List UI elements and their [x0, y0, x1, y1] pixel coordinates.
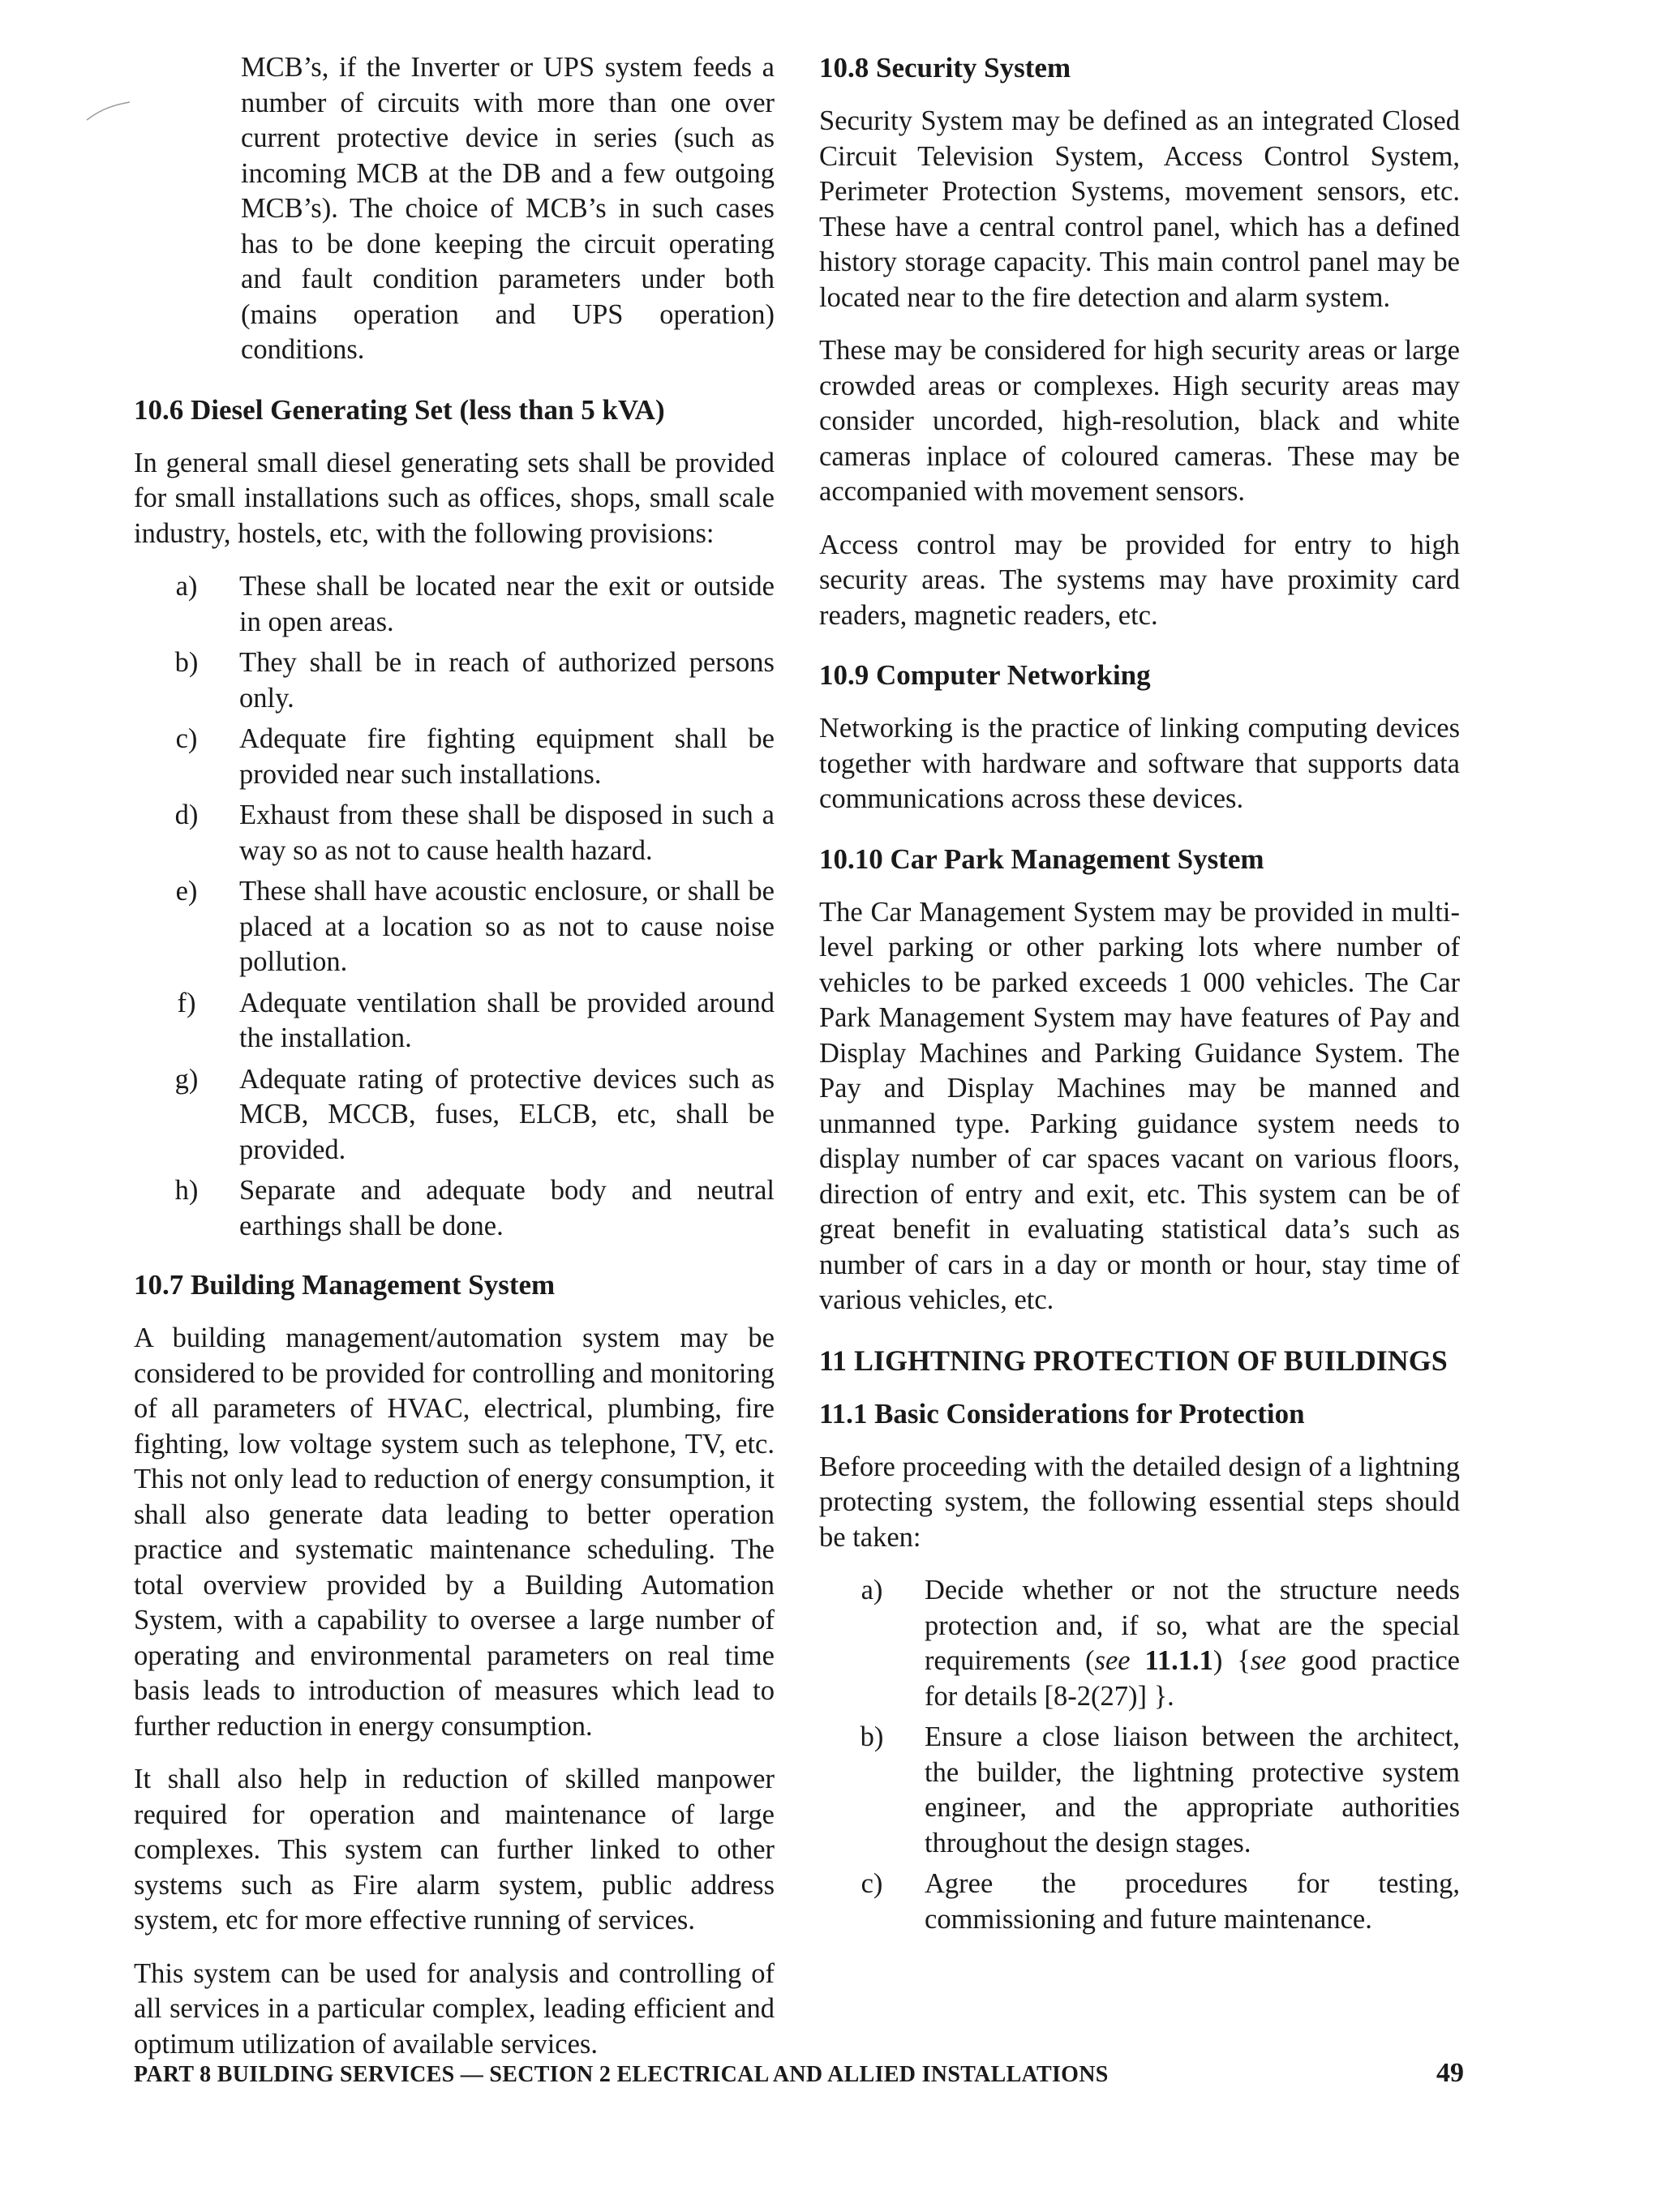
section-10-7-paragraph-3: This system can be used for analysis and controlling of all services in a particular complex, leading efficient and optimum utilization of available services. — [134, 1957, 775, 2060]
list-item-text: Ensure a close liaison between the architect, the builder, the lightning protective system engineer, and the appropriate authorities throughout the design stages. — [925, 1721, 1460, 1858]
continued-paragraph: MCB’s, if the Inverter or UPS system feeds a number of circuits with more than one over current protective device in series (such as incoming MCB at the DB and a few outgoing MCB’s). The choice of MCB’s in such cases has to be done keeping the circuit operating and fault condition parameters under both (mains operation and UPS operation) conditions. — [241, 52, 775, 365]
list-item-label: c) — [861, 1868, 883, 1899]
list-item — [134, 798, 775, 868]
list-item — [819, 1867, 1460, 1937]
left-column — [134, 50, 775, 2062]
section-10-6-heading: 10.6 Diesel Generating Set (less than 5 kVA) — [134, 393, 665, 426]
section-10-9-heading: 10.9 Computer Networking — [819, 659, 1151, 691]
section-10-6-intro: In general small diesel generating sets shall be provided for small installations such as offices, shops, small scale industry, hostels, etc, with the following provisions: — [134, 447, 775, 549]
list-item-text: These shall be located near the exit or outside in open areas. — [239, 571, 775, 637]
see-reference: see — [1094, 1645, 1131, 1676]
section-10-8-paragraph-2: These may be considered for high security areas or large crowded areas or complexes. High security areas may consider uncorded, high-resolution, black and white cameras inplace of coloured cameras. These may be accompanied with movement sensors. — [819, 335, 1460, 507]
section-11-1-intro: Before proceeding with the detailed design of a lightning protecting system, the following essential steps should be taken: — [819, 1451, 1460, 1553]
section-10-7-heading: 10.7 Building Management System — [134, 1269, 556, 1301]
page-footer — [134, 2058, 1464, 2089]
item-a-text-start: Decide whether or not the structure needs protection and, if so, what are the special requirements ( — [925, 1575, 1460, 1676]
list-item-text: Exhaust from these shall be disposed in such a way so as not to cause health hazard. — [239, 799, 775, 866]
list-item — [134, 986, 775, 1057]
page-number: 49 — [1436, 2058, 1464, 2088]
list-item — [134, 722, 775, 792]
list-item-label: b) — [860, 1721, 884, 1752]
list-item-text: Separate and adequate body and neutral earthings shall be done. — [239, 1175, 775, 1241]
list-item-label: g) — [174, 1063, 199, 1095]
list-item-text: Adequate ventilation shall be provided around the installation. — [239, 987, 775, 1053]
list-item-label: c) — [175, 723, 198, 754]
list-item-label: e) — [175, 876, 198, 907]
clause-reference: 11.1.1 — [1144, 1645, 1213, 1676]
protection-steps-list — [819, 1573, 1460, 1937]
list-item — [134, 1173, 775, 1244]
list-item — [819, 1573, 1460, 1714]
footer-running-title: PART 8 BUILDING SERVICES — SECTION 2 ELECTRICAL AND ALLIED INSTALLATIONS — [134, 2062, 1109, 2087]
section-10-8-heading: 10.8 Security System — [819, 52, 1071, 84]
section-10-8-paragraph-1: Security System may be defined as an integrated Closed Circuit Television System, Access Control System, Perimeter Protection Systems, movement sensors, etc. These have a central control panel, which has a defined history storage capacity. This main control panel may be located near to the fire detection and alarm system. — [819, 105, 1460, 313]
list-item-text: Adequate rating of protective devices such as MCB, MCCB, fuses, ELCB, etc, shall be provided. — [239, 1063, 775, 1165]
section-10-9-paragraph: Networking is the practice of linking computing devices together with hardware and software that supports data communications across these devices. — [819, 713, 1460, 814]
section-10-8-paragraph-3: Access control may be provided for entry to high security areas. The systems may have proximity card readers, magnetic readers, etc. — [819, 529, 1460, 631]
list-item-label: h) — [174, 1175, 199, 1206]
list-item — [819, 1720, 1460, 1861]
section-10-10-heading: 10.10 Car Park Management System — [819, 842, 1264, 875]
section-11-heading: 11 LIGHTNING PROTECTION OF BUILDINGS — [819, 1344, 1448, 1377]
list-item — [134, 645, 775, 716]
item-a-text-end: good practice for details [8-2(27)] }. — [925, 1645, 1460, 1712]
list-item-text: They shall be in reach of authorized persons only. — [239, 647, 775, 714]
list-item-text: Agree the procedures for testing, commissioning and future maintenance. — [925, 1868, 1460, 1935]
section-10-10-paragraph: The Car Management System may be provided in multi-level parking or other parking lots where number of vehicles to be parked exceeds 1 000 vehicles. The Car Park Management System may have features of Pay and Display Machines and Parking Guidance System. The Pay and Display Machines may be manned and unmanned type. Parking guidance system needs to display number of car spaces vacant on various floors, direction of entry and exit, etc. This system can be of great benefit in evaluating statistical data’s such as number of cars in a day or month or hour, stay time of various vehicles, etc. — [819, 896, 1460, 1315]
list-item-text: These shall have acoustic enclosure, or shall be placed at a location so as not to cause noise pollution. — [239, 876, 775, 977]
right-column — [819, 50, 1460, 1943]
list-item-label: a) — [861, 1575, 883, 1605]
list-item — [134, 569, 775, 640]
section-10-7-paragraph-2: It shall also help in reduction of skilled manpower required for operation and maintenance of large complexes. This system can further linked to other systems such as Fire alarm system, public address system, etc for more effective running of services. — [134, 1764, 775, 1935]
pen-stroke-mark — [85, 96, 134, 128]
list-item — [134, 1062, 775, 1168]
section-11-1-heading: 11.1 Basic Considerations for Protection — [819, 1397, 1305, 1430]
list-item-text: Adequate fire fighting equipment shall be provided near such installations. — [239, 723, 775, 790]
section-10-7-paragraph-1: A building management/automation system may be considered to be provided for controlling and monitoring of all parameters of HVAC, electrical, plumbing, fire fighting, low voltage system such as telephone, TV, etc. This not only lead to reduction of energy consumption, it shall also generate data leading to better operation practice and systematic maintenance scheduling. The total overview provided by a Building Automation System, with a capability to oversee a large number of operating and environmental parameters on real time basis leads to introduction of measures which lead to further reduction in energy consumption. — [134, 1322, 775, 1742]
list-item — [134, 874, 775, 980]
list-item-text — [925, 1573, 1460, 1714]
list-item-label: d) — [174, 799, 199, 830]
list-item-label: f) — [177, 987, 196, 1018]
generator-provisions-list — [134, 569, 775, 1244]
item-a-text-mid: ) { — [1212, 1645, 1251, 1676]
list-item-label: a) — [175, 571, 198, 602]
list-item-label: b) — [174, 647, 199, 678]
see-reference: see — [1250, 1645, 1286, 1676]
